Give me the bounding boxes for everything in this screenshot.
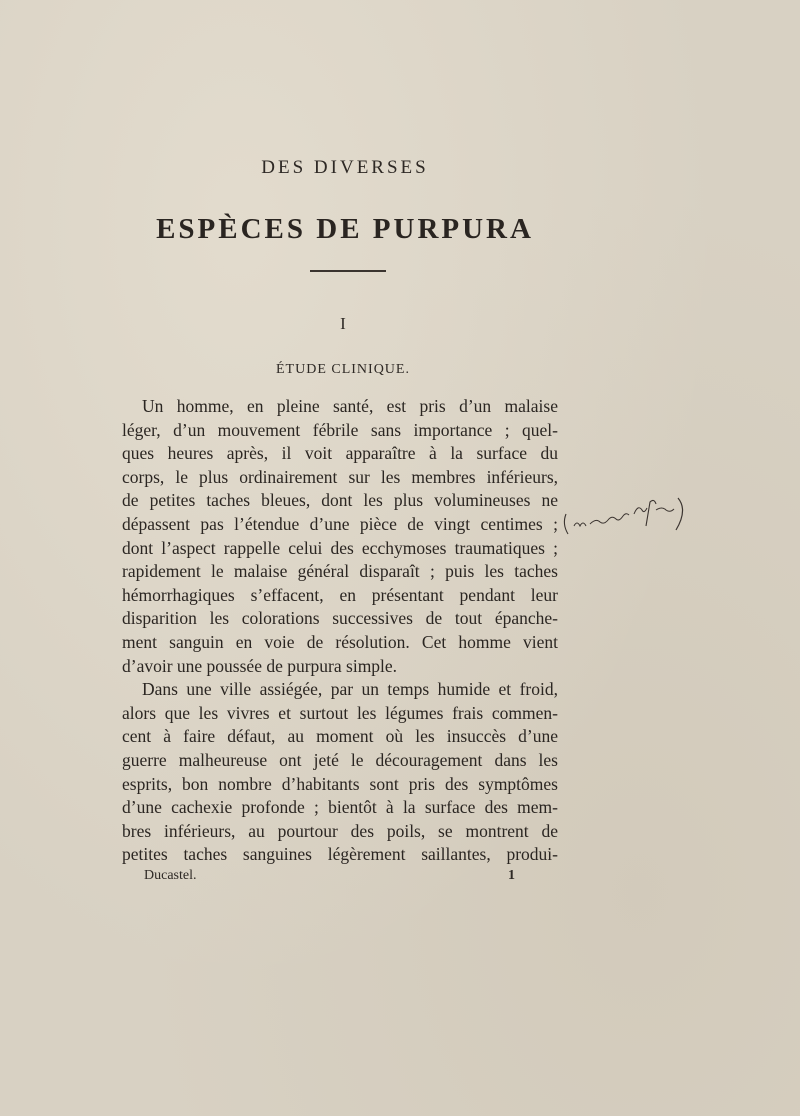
body-line: rapidement le malaise général disparaît ; puis les taches (122, 561, 558, 582)
page-number: 1 (508, 868, 515, 883)
heading-top: DES DIVERSES (261, 157, 429, 178)
body-line: alors que les vivres et surtout les légumes frais commen- (122, 702, 558, 723)
body-line: dont l’aspect rappelle celui des ecchymoses traumatiques ; (122, 537, 558, 558)
body-line: Un homme, en pleine santé, est pris d’un malaise (142, 396, 558, 416)
body-line: de petites taches bleues, dont les plus volumineuses ne (122, 490, 558, 511)
body-line: ment sanguin en voie de résolution. Cet homme vient (122, 631, 558, 652)
body-line: esprits, bon nombre d’habitants sont pris des symptômes (122, 773, 558, 794)
body-line: Dans une ville assiégée, par un temps humide et froid, (142, 679, 558, 700)
body-text (122, 395, 558, 867)
body-line: corps, le plus ordinairement sur les membres inférieurs, (122, 466, 558, 487)
body-line: ques heures après, il voit apparaître à la surface du (122, 443, 558, 464)
footer-signature: Ducastel. (144, 868, 197, 883)
body-line: bres inférieurs, au pourtour des poils, se montrent de (122, 820, 558, 841)
body-line: d’avoir une poussée de purpura simple. (122, 655, 398, 676)
body-line: d’une cachexie profonde ; bientôt à la surface des mem- (122, 797, 558, 818)
section-title: ÉTUDE CLINIQUE. (276, 362, 410, 377)
body-line: guerre malheureuse ont jeté le découragement dans les (122, 749, 558, 770)
page-title: ESPÈCES DE PURPURA (156, 213, 534, 245)
handwritten-annotation-icon (560, 496, 690, 536)
body-line: petites taches sanguines légèrement saillantes, produi- (122, 844, 558, 865)
section-number: I (340, 314, 346, 333)
body-line: hémorrhagiques s’effacent, en présentant pendant leur (122, 584, 558, 605)
body-line: dépassent pas l’étendue d’une pièce de vingt centimes ; (122, 513, 558, 534)
body-line: disparition les colorations successives de tout épanche- (122, 608, 558, 629)
body-line: cent à faire défaut, au moment où les insuccès d’une (122, 726, 558, 747)
title-divider (310, 270, 386, 272)
body-line: léger, d’un mouvement fébrile sans importance ; quel- (122, 419, 558, 440)
